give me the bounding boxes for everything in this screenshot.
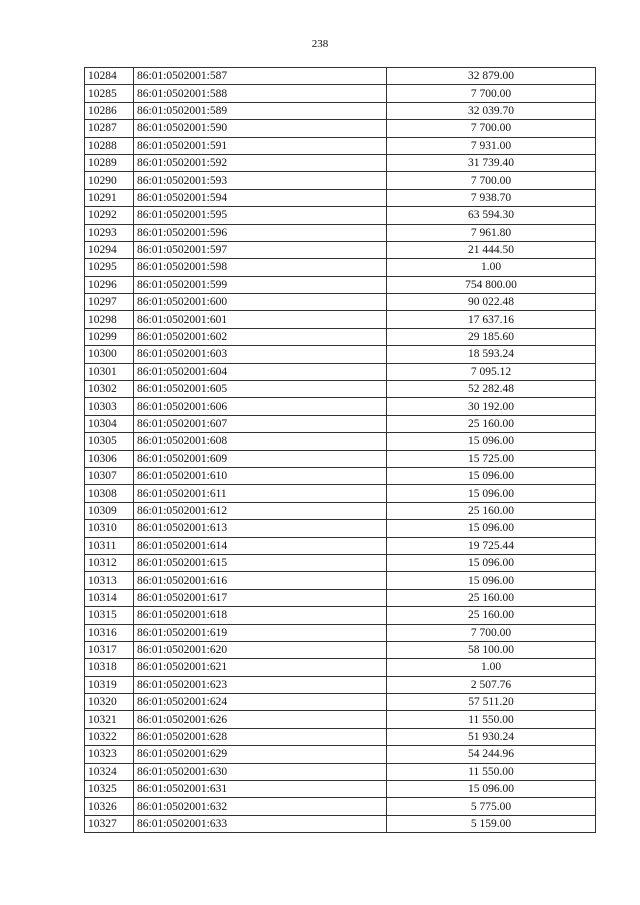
table-row — [85, 763, 596, 780]
cadastral-value: 32 039.70 — [387, 102, 596, 119]
cadastral-number: 86:01:0502001:631 — [134, 781, 387, 798]
cadastral-value: 11 550.00 — [387, 711, 596, 728]
cadastral-number: 86:01:0502001:601 — [134, 311, 387, 328]
row-number: 10296 — [85, 276, 134, 293]
row-number: 10293 — [85, 224, 134, 241]
table-row — [85, 589, 596, 606]
cadastral-number: 86:01:0502001:603 — [134, 346, 387, 363]
row-number: 10323 — [85, 746, 134, 763]
row-number: 10316 — [85, 624, 134, 641]
row-number: 10302 — [85, 381, 134, 398]
table-row — [85, 363, 596, 380]
cadastral-number: 86:01:0502001:629 — [134, 746, 387, 763]
table-row — [85, 554, 596, 571]
table-row — [85, 68, 596, 85]
table-row — [85, 467, 596, 484]
table-row — [85, 259, 596, 276]
table-row — [85, 224, 596, 241]
table-row — [85, 328, 596, 345]
cadastral-number: 86:01:0502001:604 — [134, 363, 387, 380]
registry-table — [84, 67, 596, 833]
table-row — [85, 728, 596, 745]
row-number: 10324 — [85, 763, 134, 780]
cadastral-value: 31 739.40 — [387, 154, 596, 171]
cadastral-value: 15 096.00 — [387, 485, 596, 502]
row-number: 10317 — [85, 641, 134, 658]
cadastral-value: 18 593.24 — [387, 346, 596, 363]
table-row — [85, 85, 596, 102]
table-row — [85, 694, 596, 711]
table-row — [85, 311, 596, 328]
row-number: 10297 — [85, 294, 134, 311]
table-row — [85, 172, 596, 189]
row-number: 10308 — [85, 485, 134, 502]
table-row — [85, 781, 596, 798]
cadastral-value: 25 160.00 — [387, 415, 596, 432]
row-number: 10285 — [85, 85, 134, 102]
cadastral-number: 86:01:0502001:600 — [134, 294, 387, 311]
row-number: 10307 — [85, 467, 134, 484]
row-number: 10318 — [85, 659, 134, 676]
cadastral-value: 15 725.00 — [387, 450, 596, 467]
cadastral-number: 86:01:0502001:628 — [134, 728, 387, 745]
cadastral-value: 2 507.76 — [387, 676, 596, 693]
cadastral-number: 86:01:0502001:588 — [134, 85, 387, 102]
cadastral-number: 86:01:0502001:593 — [134, 172, 387, 189]
row-number: 10313 — [85, 572, 134, 589]
cadastral-value: 52 282.48 — [387, 381, 596, 398]
cadastral-value: 15 096.00 — [387, 554, 596, 571]
cadastral-number: 86:01:0502001:621 — [134, 659, 387, 676]
row-number: 10298 — [85, 311, 134, 328]
row-number: 10310 — [85, 520, 134, 537]
table-row — [85, 137, 596, 154]
cadastral-value: 54 244.96 — [387, 746, 596, 763]
cadastral-number: 86:01:0502001:587 — [134, 68, 387, 85]
row-number: 10309 — [85, 502, 134, 519]
cadastral-number: 86:01:0502001:610 — [134, 467, 387, 484]
cadastral-number: 86:01:0502001:618 — [134, 607, 387, 624]
cadastral-number: 86:01:0502001:590 — [134, 120, 387, 137]
cadastral-value: 15 096.00 — [387, 467, 596, 484]
cadastral-number: 86:01:0502001:630 — [134, 763, 387, 780]
cadastral-number: 86:01:0502001:591 — [134, 137, 387, 154]
cadastral-value: 1.00 — [387, 659, 596, 676]
table-row — [85, 520, 596, 537]
cadastral-number: 86:01:0502001:606 — [134, 398, 387, 415]
cadastral-value: 5 775.00 — [387, 798, 596, 815]
cadastral-value: 25 160.00 — [387, 607, 596, 624]
cadastral-value: 1.00 — [387, 259, 596, 276]
table-row — [85, 450, 596, 467]
row-number: 10320 — [85, 694, 134, 711]
row-number: 10311 — [85, 537, 134, 554]
table-row — [85, 624, 596, 641]
row-number: 10325 — [85, 781, 134, 798]
cadastral-number: 86:01:0502001:605 — [134, 381, 387, 398]
row-number: 10295 — [85, 259, 134, 276]
cadastral-number: 86:01:0502001:599 — [134, 276, 387, 293]
cadastral-number: 86:01:0502001:596 — [134, 224, 387, 241]
cadastral-number: 86:01:0502001:597 — [134, 241, 387, 258]
table-row — [85, 154, 596, 171]
table-row — [85, 381, 596, 398]
cadastral-value: 7 700.00 — [387, 85, 596, 102]
cadastral-number: 86:01:0502001:615 — [134, 554, 387, 571]
table-row — [85, 502, 596, 519]
cadastral-number: 86:01:0502001:617 — [134, 589, 387, 606]
table-row — [85, 207, 596, 224]
row-number: 10326 — [85, 798, 134, 815]
cadastral-number: 86:01:0502001:598 — [134, 259, 387, 276]
cadastral-number: 86:01:0502001:633 — [134, 815, 387, 832]
cadastral-value: 11 550.00 — [387, 763, 596, 780]
cadastral-number: 86:01:0502001:609 — [134, 450, 387, 467]
row-number: 10299 — [85, 328, 134, 345]
cadastral-number: 86:01:0502001:611 — [134, 485, 387, 502]
row-number: 10284 — [85, 68, 134, 85]
cadastral-number: 86:01:0502001:620 — [134, 641, 387, 658]
cadastral-value: 5 159.00 — [387, 815, 596, 832]
cadastral-value: 30 192.00 — [387, 398, 596, 415]
cadastral-value: 15 096.00 — [387, 572, 596, 589]
cadastral-value: 29 185.60 — [387, 328, 596, 345]
cadastral-value: 51 930.24 — [387, 728, 596, 745]
cadastral-value: 7 700.00 — [387, 120, 596, 137]
table-row — [85, 815, 596, 832]
cadastral-value: 7 961.80 — [387, 224, 596, 241]
row-number: 10292 — [85, 207, 134, 224]
table-row — [85, 433, 596, 450]
row-number: 10315 — [85, 607, 134, 624]
cadastral-value: 754 800.00 — [387, 276, 596, 293]
cadastral-value: 7 931.00 — [387, 137, 596, 154]
cadastral-number: 86:01:0502001:626 — [134, 711, 387, 728]
row-number: 10306 — [85, 450, 134, 467]
row-number: 10303 — [85, 398, 134, 415]
table-row — [85, 415, 596, 432]
cadastral-number: 86:01:0502001:608 — [134, 433, 387, 450]
row-number: 10287 — [85, 120, 134, 137]
table-row — [85, 572, 596, 589]
cadastral-value: 7 095.12 — [387, 363, 596, 380]
cadastral-number: 86:01:0502001:624 — [134, 694, 387, 711]
cadastral-number: 86:01:0502001:607 — [134, 415, 387, 432]
row-number: 10291 — [85, 189, 134, 206]
cadastral-value: 15 096.00 — [387, 433, 596, 450]
table-row — [85, 711, 596, 728]
cadastral-value: 15 096.00 — [387, 781, 596, 798]
row-number: 10289 — [85, 154, 134, 171]
table-row — [85, 120, 596, 137]
cadastral-value: 19 725.44 — [387, 537, 596, 554]
table-row — [85, 276, 596, 293]
row-number: 10314 — [85, 589, 134, 606]
row-number: 10288 — [85, 137, 134, 154]
row-number: 10300 — [85, 346, 134, 363]
registry-table-body — [85, 68, 596, 833]
cadastral-value: 90 022.48 — [387, 294, 596, 311]
table-row — [85, 607, 596, 624]
cadastral-number: 86:01:0502001:602 — [134, 328, 387, 345]
row-number: 10290 — [85, 172, 134, 189]
cadastral-value: 25 160.00 — [387, 502, 596, 519]
row-number: 10304 — [85, 415, 134, 432]
cadastral-value: 63 594.30 — [387, 207, 596, 224]
row-number: 10322 — [85, 728, 134, 745]
cadastral-value: 7 700.00 — [387, 624, 596, 641]
table-row — [85, 537, 596, 554]
table-row — [85, 241, 596, 258]
cadastral-number: 86:01:0502001:613 — [134, 520, 387, 537]
row-number: 10327 — [85, 815, 134, 832]
cadastral-value: 7 700.00 — [387, 172, 596, 189]
cadastral-number: 86:01:0502001:589 — [134, 102, 387, 119]
row-number: 10301 — [85, 363, 134, 380]
row-number: 10286 — [85, 102, 134, 119]
cadastral-value: 32 879.00 — [387, 68, 596, 85]
cadastral-value: 21 444.50 — [387, 241, 596, 258]
table-row — [85, 398, 596, 415]
page-number: 238 — [311, 38, 329, 50]
table-row — [85, 294, 596, 311]
cadastral-number: 86:01:0502001:592 — [134, 154, 387, 171]
table-row — [85, 189, 596, 206]
cadastral-value: 17 637.16 — [387, 311, 596, 328]
table-row — [85, 346, 596, 363]
table-row — [85, 641, 596, 658]
cadastral-value: 7 938.70 — [387, 189, 596, 206]
table-row — [85, 798, 596, 815]
cadastral-number: 86:01:0502001:616 — [134, 572, 387, 589]
table-row — [85, 746, 596, 763]
row-number: 10312 — [85, 554, 134, 571]
table-row — [85, 659, 596, 676]
cadastral-value: 25 160.00 — [387, 589, 596, 606]
cadastral-number: 86:01:0502001:612 — [134, 502, 387, 519]
cadastral-number: 86:01:0502001:594 — [134, 189, 387, 206]
cadastral-number: 86:01:0502001:614 — [134, 537, 387, 554]
table-row — [85, 676, 596, 693]
row-number: 10321 — [85, 711, 134, 728]
table-row — [85, 102, 596, 119]
cadastral-number: 86:01:0502001:619 — [134, 624, 387, 641]
cadastral-value: 15 096.00 — [387, 520, 596, 537]
cadastral-number: 86:01:0502001:632 — [134, 798, 387, 815]
cadastral-number: 86:01:0502001:595 — [134, 207, 387, 224]
cadastral-value: 58 100.00 — [387, 641, 596, 658]
table-row — [85, 485, 596, 502]
cadastral-value: 57 511.20 — [387, 694, 596, 711]
row-number: 10305 — [85, 433, 134, 450]
row-number: 10294 — [85, 241, 134, 258]
row-number: 10319 — [85, 676, 134, 693]
cadastral-number: 86:01:0502001:623 — [134, 676, 387, 693]
